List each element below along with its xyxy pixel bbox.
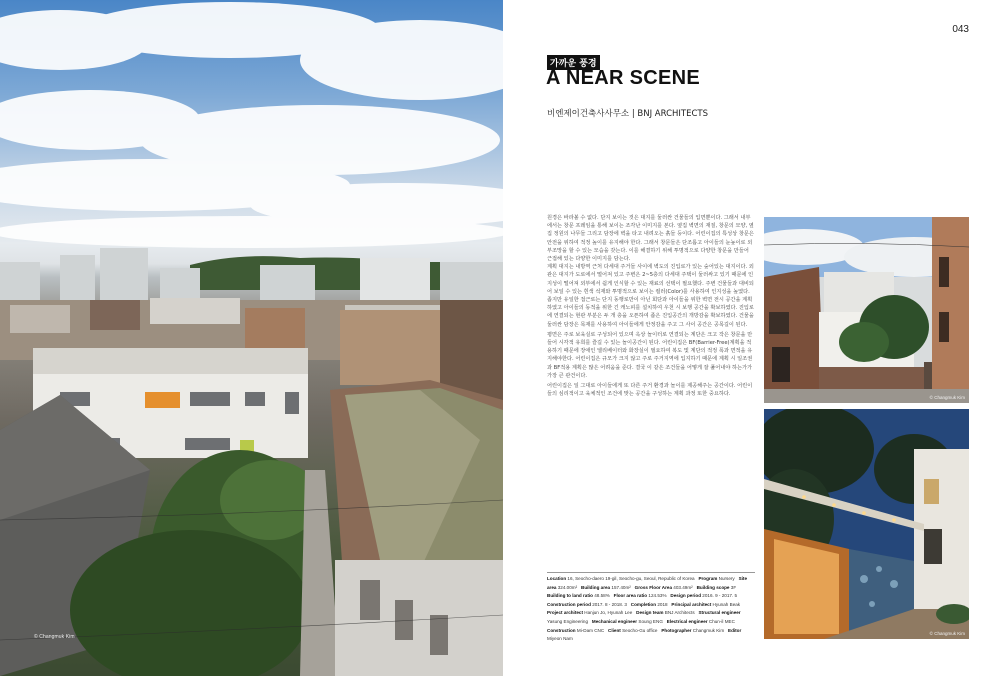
- info-value: 157.40m²: [611, 584, 631, 590]
- article-body: [547, 214, 755, 398]
- info-value: 16, Seocho-daero 19-gil, Seocho-gu, Seoul, Republic of Korea: [567, 576, 695, 581]
- info-label: Completion: [630, 601, 657, 607]
- info-label: Building to land ratio: [547, 593, 593, 599]
- info-value: 124.53%: [648, 593, 667, 599]
- evening-entrance-photo: [764, 409, 969, 639]
- info-value: 3F: [730, 584, 737, 590]
- body-paragraph: 어린이집은 일 그대로 아이들에게 또 다른 주거 환경과 놀이를 제공해주는 공간이다. 어린이들의 심리적이고 육체적인 조건에 맞는 공간을 구성하는 계획 과정 또한 중요하다.: [547, 383, 753, 398]
- info-value: Chun-il MEC: [708, 618, 735, 624]
- info-label: Floor area ratio: [613, 593, 648, 599]
- bottom-photo-credit: © Changmuk Kim: [929, 631, 965, 636]
- info-label: Principal architect: [671, 601, 712, 607]
- info-value: Hanjun Jo, Hyunah Lee: [584, 610, 633, 616]
- info-label: Electrical engineer: [666, 618, 708, 624]
- article-title: A NEAR SCENE: [546, 67, 700, 89]
- architect-firm: 비엔제이건축사사무소 | BNJ ARCHITECTS: [547, 109, 708, 119]
- info-label: Construction period: [547, 601, 591, 607]
- info-value: 403.49m²: [673, 584, 693, 590]
- project-info: [547, 572, 755, 644]
- exterior-photo: [764, 217, 969, 403]
- info-value: 48.58%: [594, 593, 610, 599]
- info-value: Seocho-Gu office: [622, 627, 658, 633]
- info-label: Design team: [636, 610, 664, 616]
- info-label: Editor: [728, 627, 742, 633]
- article-page: [503, 0, 1005, 676]
- left-photo-credit: © Changmuk Kim: [34, 634, 75, 640]
- info-value: Yasung Engineering: [547, 618, 589, 624]
- info-label: Design period: [670, 593, 702, 599]
- body-paragraph: 평면은 주로 보육실로 구성되어 있으며 옥상 놀이터로 연결되는 계단은 크고 작은 창문을 만들어 시각적 유희를 즐길 수 있는 놀이공간이 된다. 어린이집은 BF(Barrier-Free)계획을 적용하기 때문에 장애인 엘리베이터와 화장실이 필요하여 복도 및 계단의 적정 폭과 면적을 유지해야한다. 어린이집은 규모가 크지 않고 주로 주거지역에 입지하기 때문에 계획 시 일조권과 BF적용 계획은 많은 어려움을 준다. 결국 이 같은 조건들을 어떻게 잘 풀어내야 하는가가 가장 큰 관건이다.: [547, 331, 753, 379]
- page-number: 043: [952, 24, 969, 35]
- evening-photo-drawing: [764, 409, 969, 639]
- info-label: Structural engineer: [698, 610, 741, 616]
- info-label: Project architect: [547, 610, 583, 616]
- info-label: Client: [608, 627, 621, 633]
- body-paragraph: 계획 대지는 내방역 근처 다세대 주거들 사이에 벽도의 진입로가 있는 숲어있는 대지이다. 외관은 대지가 도로에서 떨어져 있고 주변은 2~5층의 다세대 주택이 둘러싸고 있기 때문에 인지성이 떨어져 외부에서 쉽게 인식할 수 있는 재료의 선택이 필요했다. 주변 건물들과 대비되어 보일 수 있는 흰색 석재와 투명적으로 보이는 컬러(Color)를 사용하여 인지성을 높였다. 좁지만 유일한 접근로는 단지 동행로만이 아닌 회단과 아이들을 위한 벽면 전시 공간을 계획하였고 아이들의 동적을 위한 긴 캐노피를 설치하여 우천 시 보행 공간을 확보하였다. 진입로에 연결되는 현관 부분은 두 개 층을 오픈하여 좁은 진입공간의 개방감을 확보하였다. 건물을 둘러싼 담장은 목재를 사용하여 아이들에게 안정감을 주고 그 사이 공간은 공목길이 된다.: [547, 264, 754, 328]
- info-label: Construction: [547, 627, 576, 633]
- info-label: Building area: [581, 584, 611, 590]
- info-label: Photographer: [661, 627, 692, 633]
- article-kicker: 가까운 풍경: [547, 55, 600, 70]
- info-label: Program: [698, 576, 718, 581]
- info-value: BNJ Architects: [664, 610, 695, 616]
- info-label: Site area: [547, 576, 748, 590]
- info-value: Soung ENG: [638, 618, 663, 624]
- info-value: Nursery: [718, 576, 735, 581]
- info-value: Hyunah Beak: [712, 601, 741, 607]
- info-value: 324.00m²: [557, 584, 578, 590]
- top-photo-credit: © Changmuk Kim: [929, 395, 965, 400]
- info-value: Mi-Dam CNC: [576, 627, 605, 633]
- info-value: Miyeon Nam: [547, 636, 573, 642]
- info-value: 2016. 9 - 2017. 5: [702, 593, 738, 599]
- info-label: Building scope: [696, 584, 730, 590]
- info-value: 2018: [657, 601, 668, 607]
- info-value: 2017. 8 - 2018. 3: [592, 601, 627, 607]
- body-paragraph: 원경은 바라볼 수 없다. 단지 보이는 것은 대지를 둘러싼 건물들의 입면뿐이다. 그래서 내부에서는 창문 프레임을 통해 보이는 조각난 이미지를 본다. 옆집 벽면의 재질, 창문의 모양, 옆집 정원의 나무들 그리고 담장에 벽을 타고 내려오는 흙들 등이다. 어린이집의 특성상 창문은 안전을 위하여 적정 높이를 유지해야 한다. 그래서 창문들은 단조롭고 아이들의 눈높이로 외부조망을 할 수 있는 모습을 갖는다. 이를 해결하기 위해 투명적으로 다양한 창문을 만들어 근접해 있는 다양한 이미지를 담는다.: [547, 215, 754, 263]
- info-label: Location: [547, 576, 567, 581]
- info-label: Mechanical engineer: [591, 618, 638, 624]
- info-label: Gross Floor Area: [634, 584, 673, 590]
- exterior-photo-drawing: [764, 217, 969, 403]
- info-value: Changmuk Kim: [692, 627, 725, 633]
